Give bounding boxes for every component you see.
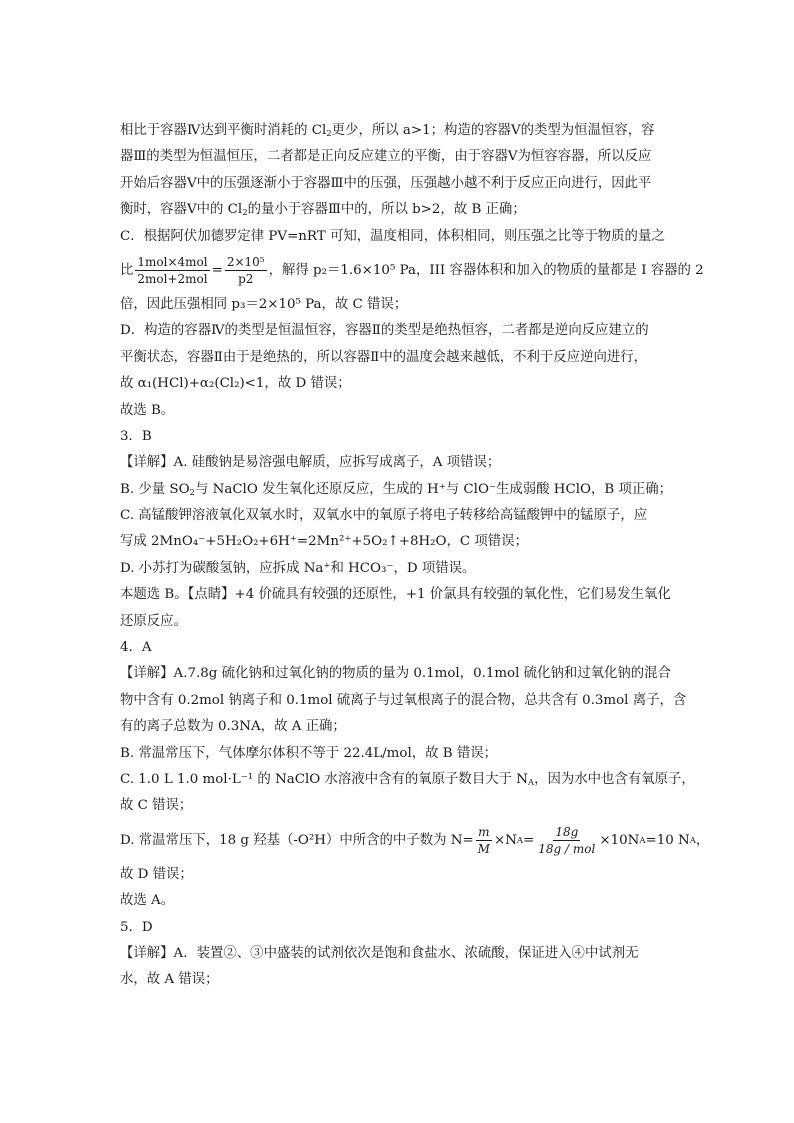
explanation-line: 有的离子总数为 0.3NA，故 A 正确； bbox=[120, 719, 346, 735]
conclusion-line: 故选 A。 bbox=[120, 893, 175, 909]
text: 与 NaClO 发生氧化还原反应，生成的 H⁺与 ClO⁻生成弱酸 HClO，B 项正确； bbox=[194, 481, 673, 497]
paragraph-line: 器Ⅲ的类型为恒温恒压，二者都是正向反应建立的平衡，由于容器Ⅴ为恒容容器，所以反应 bbox=[120, 149, 652, 165]
denominator: M bbox=[477, 842, 490, 857]
option-d-line: D．构造的容器Ⅳ的类型是恒温恒容，容器Ⅱ的类型是绝热恒容，二者都是逆向反应建立的 bbox=[120, 323, 649, 339]
explanation-line: 故 C 错误； bbox=[120, 798, 193, 814]
text: B. 少量 SO bbox=[120, 481, 190, 497]
explanation-line: 本题选 B。【点睛】+4 价硫具有较强的还原性，+1 价氯具有较强的氧化性，它们易发生氧化 bbox=[120, 587, 671, 603]
formula-line: D. 常温常压下，18 g 羟基（-O²H）中所含的中子数为 N= $\frac{m}{M}$ ×N A = $\frac{18g}{\text{18g / mol}}$ ×10N A =10 N A ， bbox=[120, 825, 710, 857]
fraction bbox=[225, 254, 267, 287]
subscript: 2 bbox=[326, 129, 332, 139]
fraction bbox=[536, 824, 597, 857]
numerator: 2×10⁵ bbox=[226, 255, 265, 270]
text: ， bbox=[695, 832, 710, 848]
denominator: 18g / mol bbox=[538, 842, 596, 857]
explanation-line bbox=[120, 767, 695, 793]
text: 衡时，容器Ⅴ中的 Cl bbox=[120, 202, 243, 218]
denominator: 2mol+2mol bbox=[137, 272, 208, 287]
explanation-line: 写成 2MnO₄⁻+5H₂O₂+6H⁺=2Mn²⁺+5O₂↑+8H₂O，C 项错误； bbox=[120, 534, 528, 550]
text: ，解得 p₂＝1.6×10⁵ Pa，III 容器体积和加入的物质的量都是 I 容器的 2 bbox=[268, 262, 704, 278]
explanation-line: 【详解】A.7.8g 硫化钠和过氧化钠的物质的量为 0.1mol，0.1mol 硫化钠和过氧化钠的混合 bbox=[120, 666, 671, 682]
numerator: 1mol×4mol bbox=[137, 255, 208, 270]
formula-line bbox=[120, 250, 704, 292]
equals-sign: = bbox=[523, 832, 535, 848]
explanation-line: 【详解】A．装置②、③中盛装的试剂依次是饱和食盐水、浓硫酸，保证进入④中试剂无 bbox=[120, 945, 639, 961]
fraction bbox=[135, 254, 209, 287]
text: ×N bbox=[493, 832, 517, 848]
text: 更少，所以 a>1；构造的容器Ⅴ的类型为恒温恒容，容 bbox=[331, 123, 655, 138]
numerator: 18g bbox=[555, 825, 579, 840]
option-d-line: 平衡状态，容器Ⅱ由于是绝热的，所以容器Ⅱ中的温度会越来越低，不利于反应逆向进行， bbox=[120, 349, 648, 365]
fraction bbox=[476, 824, 492, 857]
text: =10 N bbox=[645, 832, 690, 848]
question-number: 3．B bbox=[120, 428, 152, 444]
explanation-line: C. 高锰酸钾溶液氧化双氧水时，双氧水中的氧原子将电子转移给高锰酸钾中的锰原子，应 bbox=[120, 508, 648, 524]
subscript: 2 bbox=[189, 487, 195, 498]
explanation-line: B. 常温常压下，气体摩尔体积不等于 22.4L/mol，故 B 错误； bbox=[120, 745, 498, 761]
equals-sign: = bbox=[211, 262, 223, 278]
text: 相比于容器Ⅳ达到平衡时消耗的 Cl bbox=[120, 123, 327, 138]
paragraph-line bbox=[120, 118, 680, 144]
explanation-line: 还原反应。 bbox=[120, 613, 187, 629]
explanation-line bbox=[120, 477, 680, 503]
question-number: 4．A bbox=[120, 640, 152, 656]
subscript: 2 bbox=[242, 208, 248, 219]
option-c-line: 倍，因此压强相同 p₃＝2×10⁵ Pa，故 C 错误； bbox=[120, 296, 408, 312]
explanation-line: D. 小苏打为碳酸氢钠，应拆成 Na⁺和 HCO₃⁻，D 项错误。 bbox=[120, 560, 476, 576]
option-d-line: 故 α₁(HCl)+α₂(Cl₂)<1，故 D 错误； bbox=[120, 376, 351, 392]
question-number: 5．D bbox=[120, 919, 153, 935]
subscript: A bbox=[527, 777, 535, 788]
text: D. 常温常压下，18 g 羟基（-O²H）中所含的中子数为 N= bbox=[120, 832, 474, 848]
paragraph-line bbox=[120, 197, 680, 223]
option-c-line: C．根据阿伏加德罗定律 PV=nRT 可知，温度相同，体积相同，则压强之比等于物质的量之 bbox=[120, 228, 665, 244]
text: 的量小于容器Ⅲ中的，所以 b>2，故 B 正确； bbox=[247, 202, 526, 218]
text: 比 bbox=[120, 262, 134, 278]
text: ×10N bbox=[599, 832, 640, 848]
document-body bbox=[120, 118, 710, 994]
explanation-line: 【详解】A. 硅酸钠是易溶强电解质，应拆写成离子，A 项错误； bbox=[120, 455, 501, 471]
explanation-line: 物中含有 0.2mol 钠离子和 0.1mol 硫离子与过氧根离子的混合物，总共含有 0.3mol 离子，含 bbox=[120, 692, 687, 708]
numerator: m bbox=[478, 825, 490, 840]
text: C. 1.0 L 1.0 mol·L⁻¹ 的 NaClO 水溶液中含有的氧原子数目大于 N bbox=[120, 771, 528, 787]
paragraph-line: 开始后容器Ⅴ中的压强逐渐小于容器Ⅲ中的压强，压强越小越不利于反应正向进行，因此平 bbox=[120, 175, 652, 191]
text: ，因为水中也含有氧原子， bbox=[534, 771, 695, 787]
conclusion-line: 故选 B。 bbox=[120, 402, 175, 418]
explanation-line: 水，故 A 错误； bbox=[120, 972, 219, 988]
explanation-line: 故 D 错误； bbox=[120, 866, 193, 882]
denominator: p2 bbox=[238, 272, 254, 287]
